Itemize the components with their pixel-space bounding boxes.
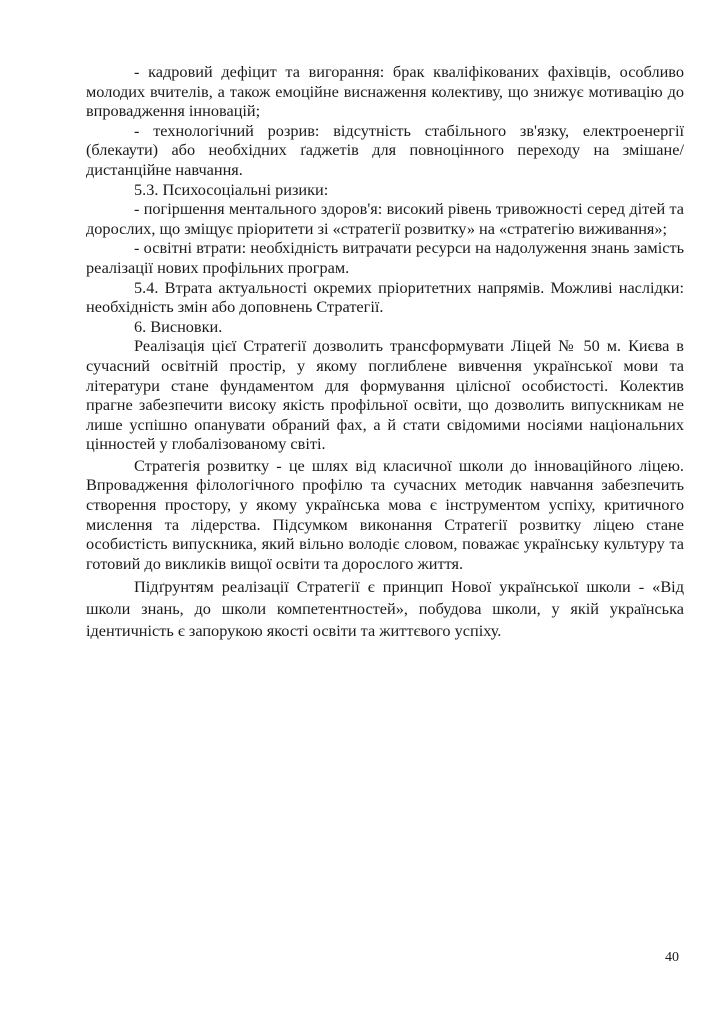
document-page (86, 62, 684, 642)
paragraph-conclusion-2: Стратегія розвитку - це шлях від класичної школи до інноваційного ліцею. Впровадження філологічного профілю та сучасних методик навчання забезпечить створення простору, у якому українська мова є інструментом успіху, критичного мислення та лідерства. Підсумком виконання Стратегії розвитку ліцею стане особистість випускника, який вільно володіє словом, поважає українську культуру та готовий до викликів вищої освіти та дорослого життя. (86, 455, 684, 573)
paragraph-conclusion-1: Реалізація цієї Стратегії дозволить трансформувати Ліцей № 50 м. Києва в сучасний освітній простір, у якому поглиблене вивчення української мови та літератури стане фундаментом для формування цілісної особистості. Колектив прагне забезпечити високу якість профільної освіти, що дозволить випускникам не лише успішно опанувати обраний фах, а й стати свідомими носіями національних цінностей у глобалізованому світі. (86, 336, 684, 454)
paragraph-educational-losses: - освітні втрати: необхідність витрачати ресурси на надолуження знань замість реалізації нових профільних програм. (86, 238, 684, 277)
page-number: 40 (665, 950, 679, 965)
paragraph-mental-health: - погіршення ментального здоров'я: високий рівень тривожності серед дітей та дорослих, що зміщує пріоритети зі «стратегії розвитку» на «стратегію виживання»; (86, 199, 684, 238)
paragraph-staff-shortage: - кадровий дефіцит та вигорання: брак кваліфікованих фахівців, особливо молодих вчителів, а також емоційне виснаження колективу, що знижує мотивацію до впровадження інновацій; (86, 62, 684, 121)
paragraph-technology-gap: - технологічний розрив: відсутність стабільного зв'язку, електроенергії (блекаути) або необхідних ґаджетів для повноцінного переходу на змішане/дистанційне навчання. (86, 120, 684, 179)
paragraph-conclusion-3: Підґрунтям реалізації Стратегії є принцип Нової української школи - «Від школи знань, до школи компетентностей», побудова школи, у якій українська ідентичність є запорукою якості освіти та життєвого успіху. (86, 577, 684, 641)
section-heading-5-4: 5.4. Втрата актуальності окремих пріоритетних напрямів. Можливі наслідки: необхідність змін або доповнень Стратегії. (86, 277, 684, 317)
section-heading-5-3: 5.3. Психосоціальні ризики: (134, 179, 329, 199)
section-heading-6-conclusions: 6. Висновки. (134, 316, 223, 336)
